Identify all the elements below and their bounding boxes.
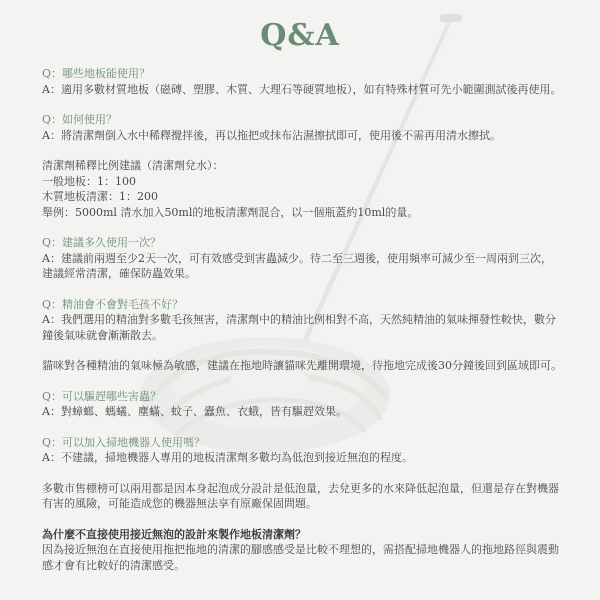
why-text: 因為接近無泡在直接使用拖把拖地的清潔的腳感感受是比較不理想的，需搭配掃地機器人的拖地路徑與震動感才會有比較好的清潔感受。 xyxy=(42,543,559,572)
dilution-general: 一般地板：1：100 xyxy=(42,174,136,188)
answer-pests: A：對蟑螂、螞蟻、塵蟎、蚊子、蠹魚、衣蛾，皆有驅趕效果。 xyxy=(42,405,347,418)
market-note: 多數市售標榜可以兩用都是因本身起泡成分設計是低泡量，去兌更多的水來降低起泡量，但還是存在對機器有害的風險，可能造成您的機器無法享有原廠保固問題。 xyxy=(42,481,559,510)
page-title: Q&A xyxy=(260,18,340,53)
answer-frequency: A：建議前兩週至少2天一次，可有效感受到害蟲減少。待二至三週後，使用頻率可減少至一周兩到三次，建議經常清潔，確保防蟲效果。 xyxy=(42,251,552,280)
answer-floors: A：適用多數材質地板（磁磚、塑膠、木質、大理石等硬質地板），如有特殊材質可先小範圍測試後再使用。 xyxy=(42,82,562,96)
dilution-wood: 木質地板清潔：1：200 xyxy=(42,190,158,203)
answer-how-to-use: A：將清潔劑倒入水中稀釋攪拌後，再以拖把或抹布沾濕擦拭即可，使用後不需再用清水擦拭。 xyxy=(42,128,501,142)
dilution-title: 清潔劑稀釋比例建議（清潔劑兌水）： xyxy=(42,159,224,172)
qa-content xyxy=(42,66,562,573)
question-frequency: Q：建議多久使用一次？ xyxy=(42,236,162,249)
question-floors: Q：哪些地板能使用？ xyxy=(42,67,151,80)
cat-note: 貓咪對各種精油的氣味極為敏感，建議在拖地時讓貓咪先離開環境，待拖地完成後30分鐘後回到區域即可。 xyxy=(42,359,562,372)
why-heading: 為什麼不直接使用接近無泡的設計來製作地板清潔劑？ xyxy=(42,527,306,541)
answer-robot: A：不建議，掃地機器人專用的地板清潔劑多數均為低泡到接近無泡的程度。 xyxy=(42,451,413,464)
question-essential-oil: Q：精油會不會對毛孩不好？ xyxy=(42,297,184,311)
question-robot: Q：可以加入掃地機器人使用嗎？ xyxy=(42,435,206,449)
dilution-example: 舉例：5000ml 清水加入50ml的地板清潔劑混合，以一個瓶蓋約10ml的量。 xyxy=(42,205,419,219)
answer-essential-oil: A：我們選用的精油對多數毛孩無害，清潔劑中的精油比例相對不高，天然純精油的氣味揮發性較快，數分鐘後氣味就會漸漸散去。 xyxy=(42,313,556,342)
question-pests: Q：可以驅趕哪些害蟲？ xyxy=(42,389,162,403)
question-how-to-use: Q：如何使用？ xyxy=(42,113,118,126)
